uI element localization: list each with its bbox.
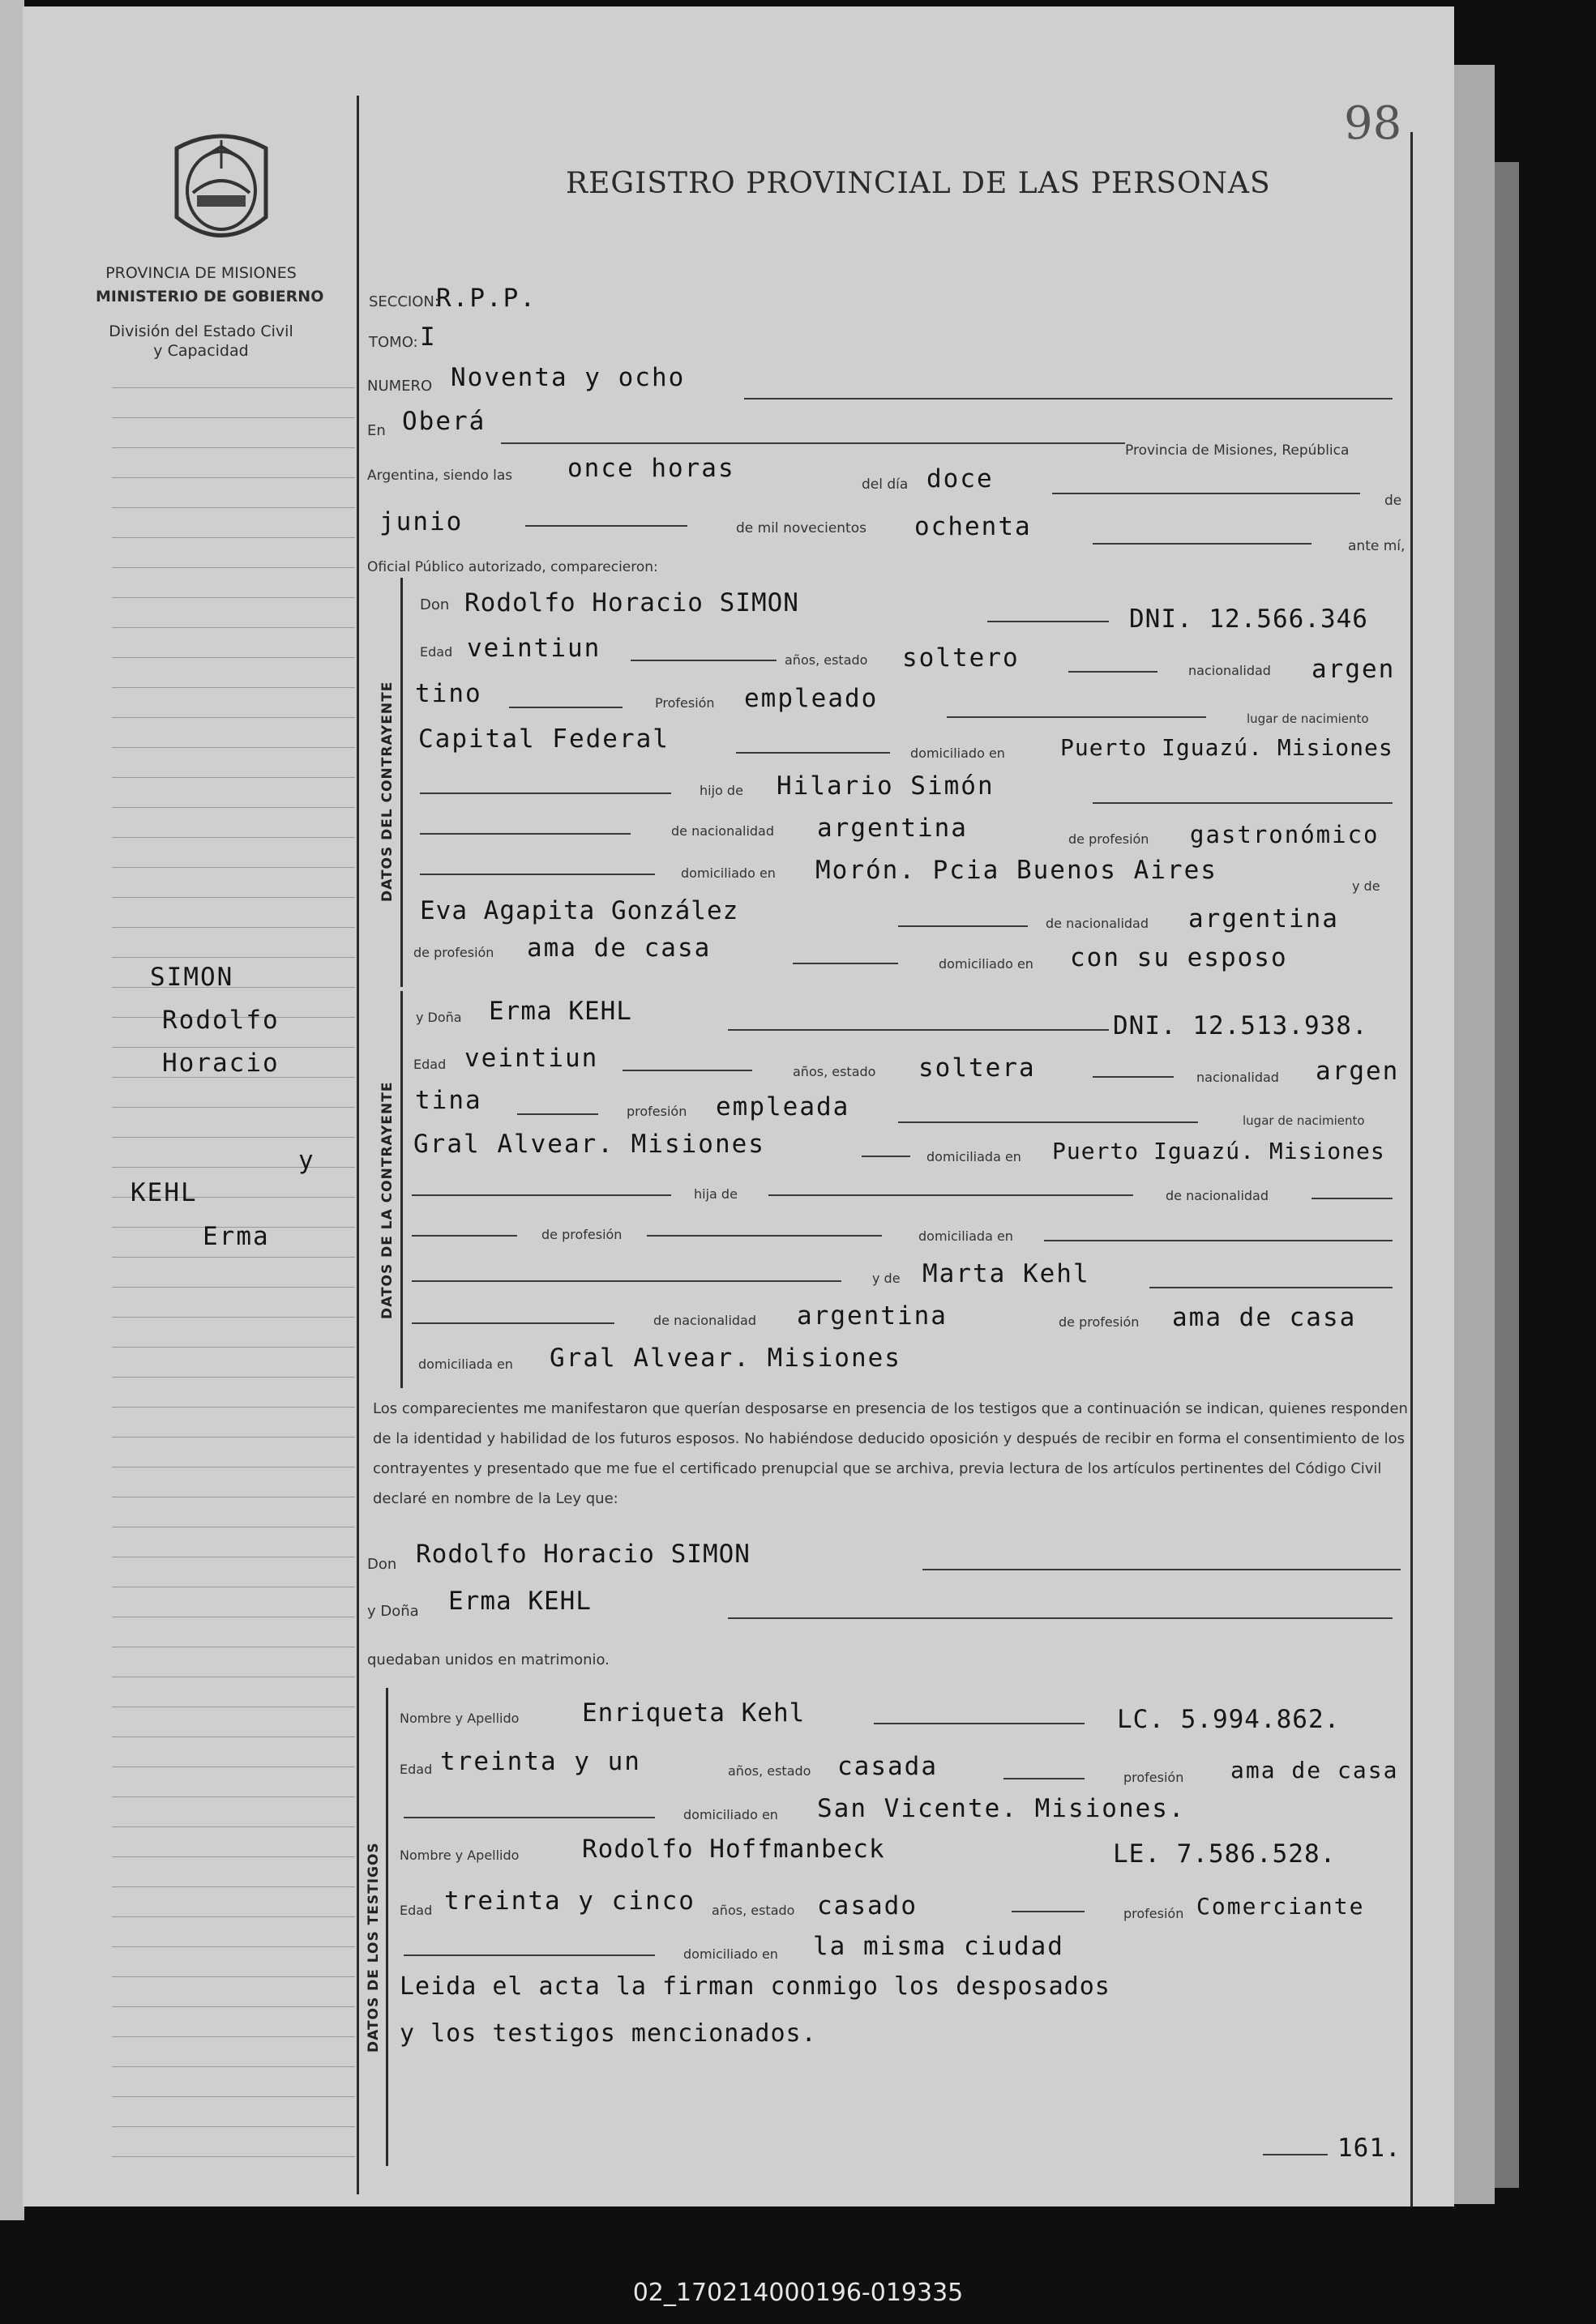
margin-ruled-line [112, 477, 355, 478]
bride-name-line [728, 1029, 1109, 1031]
page-title: REGISTRO PROVINCIAL DE LAS PERSONAS [566, 167, 1271, 200]
groom-name: Rodolfo Horacio SIMON [464, 588, 799, 617]
margin-ruled-line [112, 837, 355, 838]
margin-ruled-line [112, 1167, 355, 1168]
margin-ruled-line [112, 387, 355, 388]
margin-ruled-line [112, 1886, 355, 1887]
w1-edad-label: Edad [400, 1762, 433, 1777]
bride-mother-nac: argentina [797, 1301, 948, 1331]
bride-hija-nac-line [1311, 1198, 1393, 1199]
margin-ruled-line [112, 1377, 355, 1378]
margin-ruled-line [112, 2066, 355, 2067]
bride-prof2-line-2 [647, 1235, 882, 1237]
bride-yde-line [412, 1280, 841, 1282]
w1-estado-line [1003, 1778, 1085, 1779]
groom-edad-line [631, 660, 777, 661]
bride-dom2-label: domiciliada en [918, 1228, 1013, 1244]
margin-ruled-line [112, 1976, 355, 1977]
quedaban-label: quedaban unidos en matrimonio. [367, 1651, 610, 1668]
groom-father-dom: Morón. Pcia Buenos Aires [815, 856, 1217, 885]
bride-yde-label: y de [872, 1271, 901, 1286]
margin-ruled-line [112, 1137, 355, 1138]
w1-dom-line [404, 1817, 655, 1818]
margin-ruled-line [112, 1287, 355, 1288]
bride-hija-line [412, 1194, 671, 1196]
groom-estado-line [1068, 671, 1157, 673]
margin-connector: y [298, 1146, 315, 1175]
w1-estado: casada [837, 1752, 938, 1781]
bride-domicilio: Puerto Iguazú. Misiones [1052, 1138, 1385, 1164]
margin-ruled-line [112, 597, 355, 598]
final-dona-label: y Doña [367, 1603, 419, 1620]
groom-prof-label: Profesión [655, 695, 715, 711]
groom-section-rule [400, 578, 403, 987]
margin-ruled-line [112, 417, 355, 418]
margin-ruled-line [112, 1257, 355, 1258]
groom-father-nac-label: de nacionalidad [671, 823, 775, 839]
margin-ruled-line [112, 867, 355, 868]
groom-anios-label: años, estado [785, 652, 868, 668]
mes-value: junio [379, 507, 464, 536]
w1-name: Enriqueta Kehl [582, 1698, 806, 1728]
en-label: En [367, 422, 386, 439]
groom-domicilio: Puerto Iguazú. Misiones [1060, 734, 1393, 761]
bride-mother-dom-label: domiciliada en [418, 1356, 513, 1372]
groom-estado: soltero [902, 643, 1020, 673]
margin-ruled-line [112, 657, 355, 658]
final-groom: Rodolfo Horacio SIMON [416, 1540, 751, 1569]
margin-ruled-line [112, 1946, 355, 1947]
bride-estado: soltera [918, 1053, 1036, 1083]
margin-ruled-line [112, 1437, 355, 1438]
final-don-label: Don [367, 1556, 397, 1573]
bride-dom-label: domiciliada en [926, 1149, 1021, 1164]
groom-mother-prof-line [793, 963, 898, 964]
tomo-label: TOMO: [369, 334, 418, 351]
margin-bride-surname: KEHL [131, 1178, 198, 1207]
numero-value: Noventa y ocho [451, 363, 686, 392]
bride-lugar-label: lugar de nacimiento [1243, 1113, 1365, 1128]
margin-ruled-line [112, 957, 355, 958]
page-edge-right [1454, 65, 1495, 2204]
margin-ruled-line [112, 2126, 355, 2127]
w1-profesion: ama de casa [1230, 1757, 1399, 1784]
page-number: 98 [1344, 97, 1402, 150]
provincia-label: Provincia de Misiones, República [1125, 442, 1350, 459]
margin-ruled-line [112, 1347, 355, 1348]
groom-nac-2: tino [415, 679, 482, 708]
w1-nombre-label: Nombre y Apellido [400, 1711, 520, 1726]
w1-dom-label: domiciliado en [683, 1807, 778, 1822]
bride-prof2-label: de profesión [541, 1227, 623, 1242]
groom-name-line [987, 621, 1109, 622]
groom-mother-dom: con su esposo [1070, 943, 1288, 972]
margin-groom-name-1: Rodolfo [162, 1006, 280, 1035]
w1-name-line [874, 1723, 1085, 1724]
bride-hija-line-2 [768, 1194, 1133, 1196]
groom-mother-nac: argentina [1188, 904, 1339, 933]
margin-ruled-line [112, 2156, 355, 2157]
margin-ruled-line [112, 777, 355, 778]
anio-line [1093, 543, 1311, 545]
margin-ruled-line [112, 807, 355, 808]
bride-lugar-line [862, 1156, 910, 1157]
margin-ruled-line [112, 747, 355, 748]
margin-ruled-line [112, 1796, 355, 1797]
groom-dom-label: domiciliado en [910, 745, 1005, 761]
groom-section-title: DATOS DEL CONTRAYENTE [379, 681, 396, 902]
seccion-value: R.P.P. [436, 284, 537, 313]
w2-prof-label: profesión [1123, 1906, 1184, 1921]
margin-ruled-line [112, 1856, 355, 1857]
dia-value: doce [926, 464, 994, 493]
dia-label: del día [862, 476, 909, 493]
tomo-value: I [420, 323, 437, 352]
division-label: División del Estado Civil [109, 323, 293, 340]
margin-ruled-line [112, 1766, 355, 1767]
w2-dom-line [404, 1954, 655, 1956]
bride-nac-1: argen [1316, 1057, 1400, 1086]
groom-mother: Eva Agapita González [420, 896, 739, 925]
signature-mark: 161. [1337, 2134, 1401, 2163]
bride-edad-label: Edad [413, 1057, 447, 1072]
bride-hija-label: hija de [694, 1186, 738, 1202]
page-edge-right-shadow [1495, 162, 1519, 2188]
margin-ruled-line [112, 1826, 355, 1827]
groom-mother-prof: ama de casa [527, 933, 712, 963]
w2-profesion: Comerciante [1196, 1893, 1365, 1920]
division-label-2: y Capacidad [153, 342, 249, 360]
bride-anios-label: años, estado [793, 1064, 876, 1079]
w2-nombre-label: Nombre y Apellido [400, 1848, 520, 1863]
dona-label: y Doña [416, 1010, 462, 1025]
bride-mother-prof-label: de profesión [1059, 1314, 1140, 1330]
margin-groom-surname: SIMON [150, 963, 234, 992]
margin-ruled-line [112, 1407, 355, 1408]
don-label: Don [420, 596, 450, 613]
groom-father-prof: gastronómico [1190, 821, 1380, 848]
w2-name: Rodolfo Hoffmanbeck [582, 1835, 885, 1864]
bride-lugar: Gral Alvear. Misiones [413, 1130, 765, 1159]
witness-section-title: DATOS DE LOS TESTIGOS [366, 1842, 382, 2053]
margin-ruled-line [112, 717, 355, 718]
bride-mother-nac-label: de nacionalidad [653, 1313, 757, 1328]
horas-value: once horas [567, 454, 735, 483]
ministry-label: MINISTERIO DE GOBIERNO [96, 288, 324, 305]
en-line [501, 442, 1125, 444]
groom-nac-1: argen [1311, 655, 1396, 684]
bride-nac-line [517, 1113, 598, 1115]
de-label: de [1384, 493, 1402, 509]
w2-le: LE. 7.586.528. [1113, 1839, 1337, 1869]
declaration-paragraph: Los comparecientes me manifestaron que querían desposarse en presencia de los testigos que a continuación se indican, quienes responden de la identidad y habilidad de los futuros esposos. No habiéndose deducido oposición y después de recibir en forma el consentimiento de los contrayentes y presentado que me fue el certificado prenupcial que se archiva, previa lectura de los artículos pertinentes del Código Civil declaré en nombre de la Ley que: [373, 1400, 1408, 1507]
page-edge-left [0, 0, 24, 2220]
mes-line [525, 525, 687, 527]
margin-ruled-line [112, 507, 355, 508]
bride-nac-2: tina [415, 1086, 482, 1115]
margin-ruled-line [112, 1916, 355, 1917]
bride-prof-label: profesión [627, 1104, 687, 1119]
margin-ruled-line [112, 2006, 355, 2007]
margin-ruled-line [112, 567, 355, 568]
dia-line [1052, 493, 1360, 494]
witness-section-rule [386, 1688, 388, 2166]
bride-hija-nac-label: de nacionalidad [1166, 1188, 1269, 1203]
groom-father-nac: argentina [817, 814, 968, 843]
w2-edad: treinta y cinco [444, 1886, 695, 1916]
margin-ruled-line [112, 1047, 355, 1048]
groom-prof-line [947, 716, 1206, 718]
margin-bride-name: Erma [203, 1222, 270, 1251]
margin-ruled-line [112, 627, 355, 628]
groom-father-dom-line [420, 874, 655, 875]
w2-domicilio: la misma ciudad [813, 1932, 1064, 1961]
bride-section-title: DATOS DE LA CONTRAYENTE [379, 1081, 396, 1319]
groom-father-dom-label: domiciliado en [681, 865, 776, 881]
groom-lugar-label: lugar de nacimiento [1247, 711, 1369, 726]
bride-mother-dom: Gral Alvear. Misiones [550, 1344, 901, 1373]
bride-dom2-line [1044, 1240, 1393, 1241]
margin-ruled-line [112, 1317, 355, 1318]
groom-lugar-line [736, 752, 890, 754]
final-bride: Erma KEHL [448, 1587, 592, 1616]
numero-label: NUMERO [367, 378, 433, 395]
closing-line-2: y los testigos mencionados. [400, 2019, 817, 2048]
groom-mother-line [898, 925, 1028, 927]
w1-edad: treinta y un [440, 1747, 641, 1776]
groom-mother-prof-label: de profesión [413, 945, 494, 960]
document-page [23, 6, 1454, 2207]
w2-edad-label: Edad [400, 1903, 433, 1918]
groom-y-de-label: y de [1352, 878, 1380, 894]
final-groom-line [922, 1569, 1401, 1570]
groom-mother-nac-label: de nacionalidad [1046, 916, 1149, 931]
margin-ruled-line [112, 687, 355, 688]
margin-ruled-line [112, 1107, 355, 1108]
w1-domicilio: San Vicente. Misiones. [817, 1794, 1186, 1823]
bride-mother-line [1149, 1287, 1393, 1288]
argentina-label: Argentina, siendo las [367, 468, 513, 484]
seccion-label: SECCION: [369, 293, 439, 310]
bride-mother-nac-line [412, 1322, 614, 1324]
bride-prof2-line [412, 1235, 517, 1237]
bride-edad-line [623, 1070, 752, 1071]
groom-edad: veintiun [467, 634, 601, 663]
bride-mother-prof: ama de casa [1172, 1303, 1357, 1332]
coat-of-arms-seal [160, 124, 282, 254]
w1-anios-label: años, estado [728, 1763, 811, 1779]
left-margin-rule [357, 96, 359, 2194]
final-bride-line [728, 1617, 1393, 1619]
margin-ruled-line [112, 927, 355, 928]
w2-estado: casado [817, 1891, 918, 1920]
groom-hijo-line [420, 792, 671, 794]
en-value: Oberá [402, 407, 486, 436]
province-label: PROVINCIA DE MISIONES [105, 264, 297, 282]
bride-estado-line [1093, 1076, 1174, 1078]
bride-section-rule [400, 991, 403, 1388]
groom-father: Hilario Simón [777, 771, 995, 801]
anio-value: ochenta [914, 512, 1032, 541]
bride-nac-label: nacionalidad [1196, 1070, 1279, 1085]
groom-edad-label: Edad [420, 644, 453, 660]
bride-profesion: empleada [716, 1092, 850, 1121]
w2-anios-label: años, estado [712, 1903, 795, 1918]
closing-line-1: Leida el acta la firman conmigo los desposados [400, 1972, 1110, 2001]
w2-dom-label: domiciliado en [683, 1946, 778, 1962]
groom-mother-dom-label: domiciliado en [939, 956, 1033, 972]
margin-ruled-line [112, 2096, 355, 2097]
bride-dni: DNI. 12.513.938. [1113, 1011, 1368, 1040]
bride-name: Erma KEHL [489, 997, 632, 1026]
signature-line [1263, 2154, 1328, 2155]
groom-father-nac-line [420, 833, 631, 835]
groom-father-prof-label: de profesión [1068, 831, 1149, 847]
margin-ruled-line [112, 2036, 355, 2037]
groom-nac-line [509, 707, 623, 708]
ante-label: ante mí, [1348, 538, 1406, 554]
oficial-label: Oficial Público autorizado, comparecieron: [367, 559, 658, 575]
bride-prof-line [898, 1121, 1198, 1123]
groom-lugar: Capital Federal [418, 724, 670, 754]
mil-label: de mil novecientos [736, 520, 866, 536]
margin-ruled-line [112, 447, 355, 448]
groom-dni: DNI. 12.566.346 [1129, 604, 1368, 634]
bride-edad: veintiun [464, 1044, 599, 1073]
groom-nac-label: nacionalidad [1188, 663, 1271, 678]
w1-lc: LC. 5.994.862. [1117, 1705, 1341, 1734]
margin-ruled-line [112, 897, 355, 898]
margin-groom-name-2: Horacio [162, 1049, 280, 1078]
groom-father-line [1093, 802, 1393, 804]
w1-prof-label: profesión [1123, 1770, 1184, 1785]
groom-hijo-label: hijo de [700, 783, 743, 798]
w2-estado-line [1012, 1911, 1085, 1912]
margin-ruled-line [112, 537, 355, 538]
numero-line [744, 398, 1393, 399]
image-caption: 02_170214000196-019335 [632, 2279, 964, 2307]
groom-profesion: empleado [744, 684, 879, 713]
right-margin-rule [1410, 132, 1413, 2207]
bride-mother: Marta Kehl [922, 1259, 1090, 1288]
